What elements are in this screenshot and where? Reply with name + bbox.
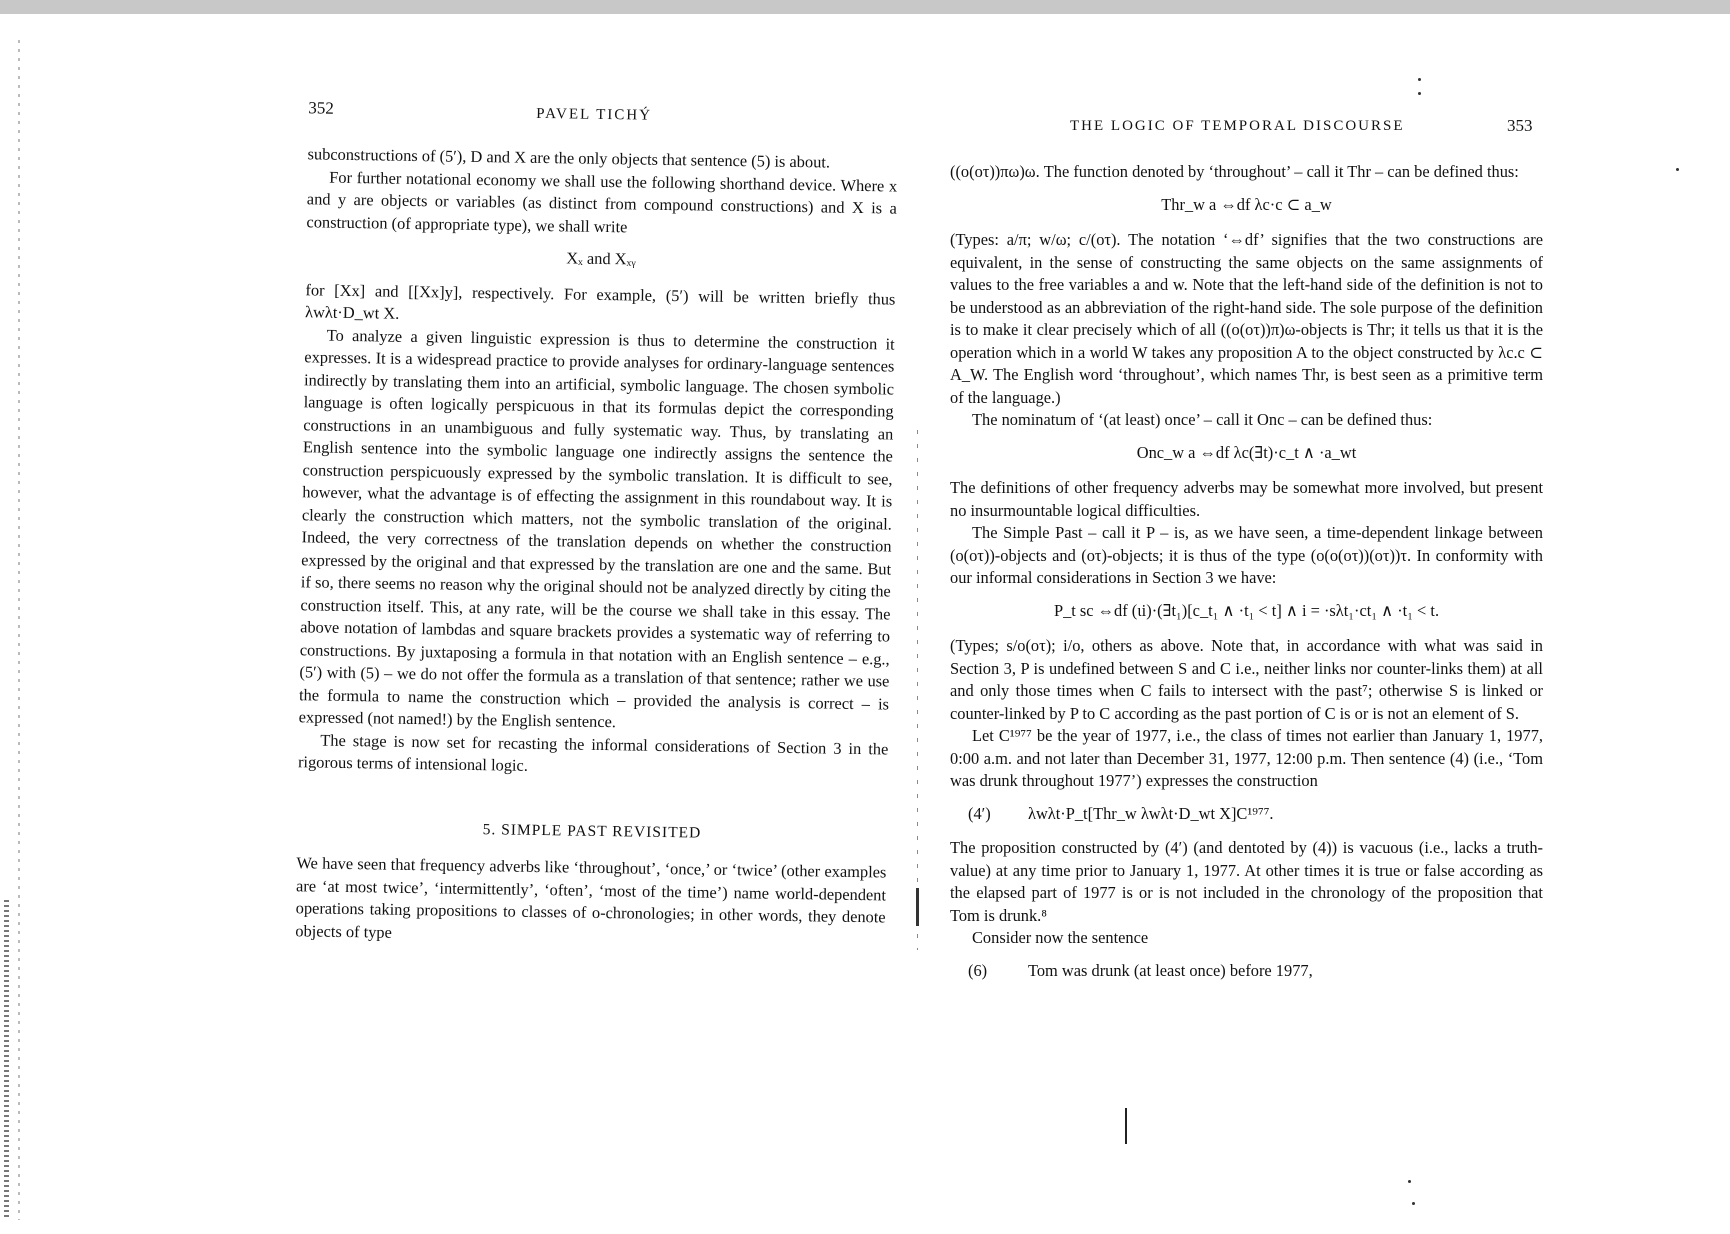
left-body — [295, 143, 897, 951]
paragraph: Consider now the sentence — [972, 928, 1149, 947]
section-heading: 5. SIMPLE PAST REVISITED — [482, 820, 702, 842]
speck — [1676, 168, 1679, 171]
formula: P_t sc ⇔df (ιi)·(∃t₁)[c_t₁ ∧ ·t₁ < t] ∧ i = ·sλt₁·ct₁ ∧ ·t₁ < t. — [1053, 600, 1440, 620]
example-6 — [950, 960, 1543, 983]
paragraph: We have seen that frequency adverbs like ‘throughout’, ‘once,’ or ‘twice’ (other examples are ‘at most twice’, ‘intermittently’, ‘often’, ‘most of the time’) name world-dependent operations taking propositions to classes of o-chronologies; in other words, they denote objects of type — [295, 853, 887, 942]
paragraph: The Simple Past – call it P – is, as we have seen, a time-dependent linkage between (o(oτ))-objects and (oτ)-objects; it is thus of the type (o(o(oτ))(oτ))τ. In conformity with our informal considerations in Section 3 we have: — [950, 523, 1543, 587]
paragraph: ((o(oτ))πω)ω. The function denoted by ‘throughout’ – call it Thr – can be defined thus: — [950, 162, 1519, 181]
paragraph: (Types; s/o(oτ); i/o, others as above. Note that, in accordance with what was said in Section 3, P is undefined between S and C i.e., neither links nor counter-links them) at all and only those times when C fails to intersect with the past⁷; otherwise S is linked or counter-linked by P to C according as the past portion of C is or is not an element of S. — [950, 636, 1543, 723]
paragraph: The nominatum of ‘(at least) once’ – call it Onc – can be defined thus: — [972, 410, 1433, 429]
paragraph: The definitions of other frequency adverbs may be somewhat more involved, but present no insurmountable logical difficulties. — [950, 478, 1543, 520]
paragraph: For further notational economy we shall use the following shorthand device. Where x and y are objects or variables (as distinct from compound constructions) and X is a construction (of appropriate type), we shall write — [306, 167, 898, 236]
paragraph: The stage is now set for recasting the informal considerations of Section 3 in the rigorous terms of intensional logic. — [297, 730, 889, 775]
formula: Onc_w a ⇔df λc(∃t)·c_t ∧ ·a_wt — [1136, 442, 1357, 462]
paragraph: Let C¹⁹⁷⁷ be the year of 1977, i.e., the class of times not earlier than January 1, 1977, 0:00 a.m. and not later than December 31, 1977, 12:00 p.m. Then sentence (4) (i.e., ‘Tom was drunk throughout 1977’) expresses the construction — [950, 726, 1543, 790]
page-number-left: 352 — [308, 98, 334, 118]
right-body — [950, 161, 1543, 994]
scan-edge-left — [18, 40, 20, 1220]
formula: Thr_w a ⇔df λc·c ⊂ a_w — [1161, 194, 1332, 214]
example-formula: λwλt·P_t[Thr_w λwλt·D_wt X]C¹⁹⁷⁷. — [1028, 803, 1274, 823]
running-head-right: THE LOGIC OF TEMPORAL DISCOURSE — [1070, 118, 1405, 134]
paragraph: To analyze a given linguistic expression is thus to determine the construction it expresses. It is a widespread practice to provide analyses for ordinary-language sentences indirectly by translating them into an artificial, symbolic language. The chosen symbolic language is often logically perspicuous in that its formulas depict the corresponding constructions in an unambiguous and fully systematic way. Thus, by translating an English sentence into the symbolic language one indirectly assigns the sentence the construction perspicuously expressed by the symbolic translation. It is difficult to see, however, what the advantage is of effecting the assignment in this roundabout way. It is clearly the construction which matters, not the symbolic translation of the original. Indeed, the very correctness of the translation depends on whether the construction expressed by the original and that expressed by the translation are one and the same. But if so, there seems no reason why the original should not be analyzed directly by citing the construction itself. This, at any rate, will be the course we shall take in this essay. The above notation of lambdas and square brackets provides a systematic way of referring to constructions. By juxtaposing a formula in that notation with an English sentence – e.g., (5′) with (5) – we do not offer the formula as a translation of that sentence; rather we use the formula to name the construction which – provided the analysis is correct – is expressed (not named!) by the English sentence. — [298, 325, 895, 732]
book-gutter — [917, 430, 918, 950]
paragraph: (Types: a/π; w/ω; c/(oτ). The notation ‘⇔df’ signifies that the two constructions are equivalent, in the sense of constructing the same objects on the same assignments of values to the free variables a and w. Note that the left-hand side of the definition is not to be understood as an abbreviation of the right-hand side. The sole purpose of the definition is to make it clear precisely which of all ((o(oτ))π)ω-objects is Thr; it tells us that it is the operation which in a world W takes any proposition A to the object constructed by λc.c ⊂ A_W. The English word ‘throughout’, which names Thr, is best seen as a primitive term of the language.) — [950, 230, 1543, 407]
example-4-prime — [950, 803, 1543, 826]
gutter-mark — [916, 888, 919, 926]
paragraph: subconstructions of (5′), D and X are the only objects that sentence (5) is about. — [307, 144, 831, 172]
scan-edge-binding — [4, 900, 9, 1220]
formula: Xₓ and Xₓᵧ — [566, 248, 636, 269]
running-head-left: PAVEL TICHÝ — [536, 105, 653, 124]
paragraph: for [Xx] and [[Xx]y], respectively. For example, (5′) will be written briefly thus λwλt·D_wt X. — [304, 279, 896, 323]
page-number-right: 353 — [1507, 116, 1533, 135]
example-number: (4′) — [968, 803, 991, 823]
right-page — [945, 0, 1545, 1225]
example-number: (6) — [968, 960, 988, 980]
left-page — [271, 0, 900, 1234]
paragraph: The proposition constructed by (4′) (and dentoted by (4)) is vacuous (i.e., lacks a truth-value) at any time prior to January 1, 1977. At other times it is true or false according as the elapsed part of 1977 is or is not included in the chronology of the proposition that Tom is drunk.⁸ — [950, 838, 1543, 925]
example-text: Tom was drunk (at least once) before 1977, — [1028, 960, 1313, 980]
